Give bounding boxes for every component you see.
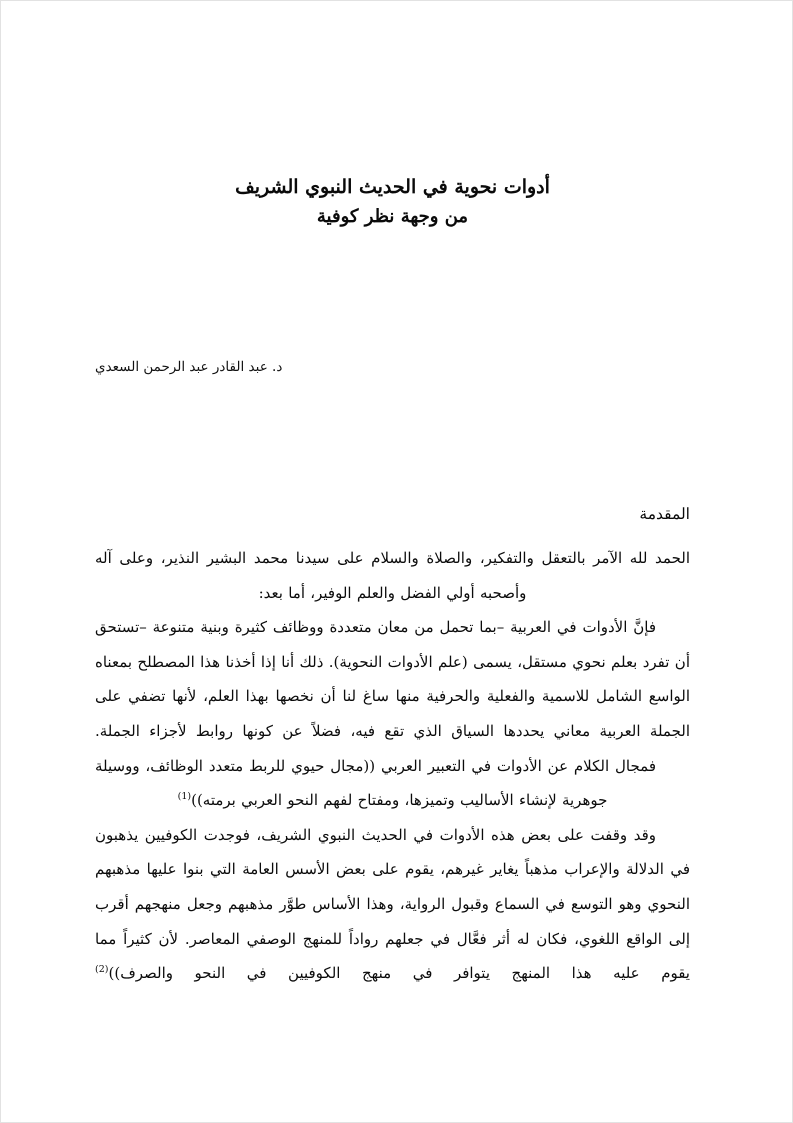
article-title-line-2: من وجهة نظر كوفية	[316, 206, 469, 227]
page-content-area	[95, 0, 690, 1123]
body-text	[95, 541, 690, 991]
paragraph-scope-quote-text: فمجال الكلام عن الأدوات في التعبير العربي ((مجال حيوي للربط متعدد الوظائف، ووسيلة جوهرية لإنشاء الأساليب وتميزها، ومفتاح لفهم النحو العربي برمته))	[95, 756, 656, 810]
paragraph-tools-definition-text: فإنَّ الأدوات في العربية –بما تحمل من معان متعددة ووظائف كثيرة وبنية متنوعة –تستحق أن تفرد بعلم نحوي مستقل، يسمى (علم الأدوات النحوية). ذلك أنا إذا أخذنا هذا المصطلح بمعناه الواسع الشامل للاسمية والفعلية والحرفية منها ساغ لنا أن نخصها بهذا العلم، لأنها تضفي على الجملة العربية معاني يحددها السياق الذي تقع فيه، فضلاً عن كونها روابط لأجزاء الجملة.	[95, 618, 690, 740]
section-heading-introduction: المقدمة	[639, 505, 690, 523]
paragraph-tools-definition	[95, 610, 690, 748]
section-heading-block	[95, 503, 690, 525]
paragraph-scope-quote	[95, 749, 690, 818]
author-block	[95, 356, 690, 377]
paragraph-praise	[95, 541, 690, 610]
paragraph-kufan-method	[95, 818, 690, 991]
paragraph-praise-text: الحمد لله الآمر بالتعقل والتفكير، والصلاة والسلام على سيدنا محمد البشير النذير، وعلى آله وأصحبه أولي الفضل والعلم الوفير، أما بعد:	[95, 549, 690, 602]
paragraph-kufan-method-text: وقد وقفت على بعض هذه الأدوات في الحديث النبوي الشريف، فوجدت الكوفيين يذهبون في الدلالة والإعراب مذهباً يغاير غيرهم، يقوم على بعض الأسس العامة التي بنوا عليها مذهبهم النحوي وهو التوسع في السماع وقبول الرواية، وهذا الأساس طوَّر مذهبهم وجعل منهجهم أقرب إلى الواقع اللغوي، فكان له أثر فعَّال في جعلهم رواداً للمنهج الوصفي المعاصر. لأن كثيراً مما يقوم عليه هذا المنهج يتوافر في منهج الكوفيين في النحو والصرف))	[95, 825, 690, 983]
author-name: د. عبد القادر عبد الرحمن السعدي	[95, 359, 283, 375]
footnote-marker-1[interactable]: (1)	[177, 791, 192, 803]
footnote-marker-2[interactable]: (2)	[95, 964, 109, 976]
article-title	[95, 172, 690, 232]
article-title-line-1: أدوات نحوية في الحديث النبوي الشريف	[235, 176, 550, 198]
